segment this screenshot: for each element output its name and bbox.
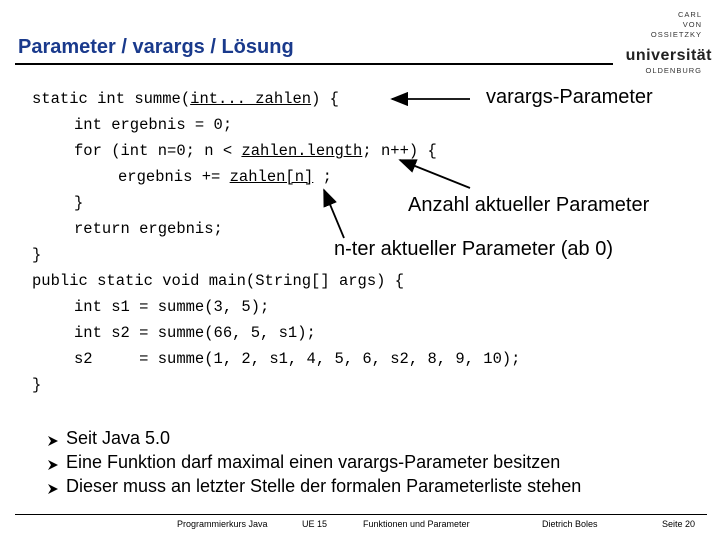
count-annotation: Anzahl aktueller Parameter bbox=[408, 194, 650, 216]
code-line: } bbox=[32, 376, 42, 394]
nth-annotation: n-ter aktueller Parameter (ab 0) bbox=[334, 238, 614, 260]
code-line: int s1 = summe(3, 5); bbox=[74, 298, 270, 316]
logo-line-2: VON bbox=[682, 20, 702, 29]
code-line: int s2 = summe(66, 5, s1); bbox=[74, 324, 316, 342]
logo-line-3: OSSIETZKY bbox=[650, 30, 702, 39]
code-line: public static void main(String[] args) { bbox=[32, 272, 405, 290]
footer-unit: UE 15 bbox=[302, 519, 328, 529]
slide-title: Parameter / varargs / Lösung bbox=[18, 36, 294, 58]
code-line: } bbox=[74, 194, 84, 212]
index-expression: zahlen[n] bbox=[229, 168, 314, 186]
footer-course: Programmierkurs Java bbox=[177, 519, 268, 529]
index-arrow bbox=[324, 190, 344, 238]
varargs-declaration: int... zahlen bbox=[190, 90, 312, 108]
code-line: for (int n=0; n < zahlen.length; n++) { bbox=[74, 142, 437, 160]
footer-page-number: Seite 20 bbox=[662, 519, 696, 529]
code-line: return ergebnis; bbox=[74, 220, 223, 238]
code-line: static int summe(int... zahlen) { bbox=[32, 90, 339, 108]
footer-divider bbox=[15, 514, 707, 515]
footer-topic: Funktionen und Parameter bbox=[363, 519, 470, 529]
logo-line-1: CARL bbox=[677, 10, 702, 19]
length-arrow bbox=[400, 160, 470, 188]
code-line: ergebnis += zahlen[n] ; bbox=[118, 168, 332, 186]
arrow-bullet-icon bbox=[46, 432, 60, 453]
code-line: s2 = summe(1, 2, s1, 4, 5, 6, s2, 8, 9, 10); bbox=[74, 350, 521, 368]
arrow-bullet-icon bbox=[46, 480, 60, 501]
length-expression: zahlen.length bbox=[241, 142, 363, 160]
varargs-annotation: varargs-Parameter bbox=[486, 86, 653, 108]
logo-wordmark: universität bbox=[625, 47, 712, 64]
logo-line-4: OLDENBURG bbox=[645, 66, 702, 75]
code-line: } bbox=[32, 246, 42, 264]
code-line: int ergebnis = 0; bbox=[74, 116, 233, 134]
arrow-bullet-icon bbox=[46, 456, 60, 477]
footer-author: Dietrich Boles bbox=[542, 519, 598, 529]
